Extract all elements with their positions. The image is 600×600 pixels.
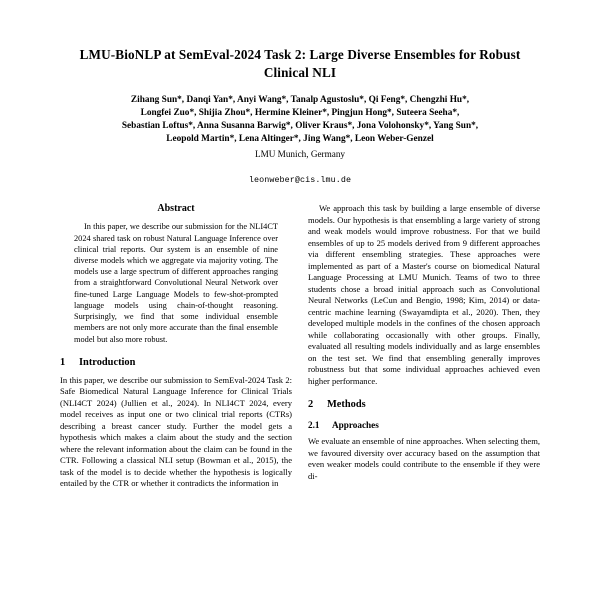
two-column-body bbox=[60, 203, 540, 498]
section-heading-introduction bbox=[60, 357, 292, 368]
abstract-heading: Abstract bbox=[157, 203, 195, 215]
approach-paragraph-1: We approach this task by building a large ensemble of diverse models. Our hypothesis is that ensembling a large variety of strong and weak models would improve robustness. For that we build ensembles of up to 25 models derived from 9 different approaches via different ensembling strategies. These approaches were implemented as part of a Master's course on biomedical Natural Language Processing at LMU Munich. Teams of two to three students chose a broad initial approach such as Convolutional Neural Networks (LeCun and Bengio, 1998; Kim, 2014) or data-centric machine learning (Swayamdipta et al., 2020). Then, they developed multiple models in the confines of the chosen approach while collaborating occasionally with other groups. Finally, evaluated all resulting models individually and as large ensembles on the test set. We find that ensembling generally improves robustness but that some individual approaches achieved even higher performance. bbox=[308, 203, 540, 386]
approaches-paragraph-1: We evaluate an ensemble of nine approaches. When selecting them, we favoured diversity over accuracy based on the assumption that even weaker models could contribute to the ensemble if they were di- bbox=[308, 436, 540, 481]
page-title: LMU-BioNLP at SemEval-2024 Task 2: Large Diverse Ensembles for Robust Clinical NLI bbox=[79, 47, 521, 80]
subsection-number: 2.1 bbox=[308, 420, 320, 431]
section-number: 2 bbox=[308, 399, 314, 411]
section-title: Methods bbox=[327, 399, 366, 411]
subsection-title: Approaches bbox=[332, 420, 379, 431]
section-title: Introduction bbox=[79, 356, 136, 368]
author-line: Leopold Martin*, Lena Altinger*, Jing Wang*, Leon Weber-Genzel bbox=[166, 134, 434, 145]
author-line: Sebastian Loftus*, Anna Susanna Barwig*, Oliver Kraus*, Jona Volohonsky*, Yang Sun*, bbox=[121, 121, 479, 131]
affiliation: LMU Munich, Germany bbox=[254, 149, 346, 160]
contact-email[interactable]: leonweber@cis.lmu.de bbox=[248, 175, 352, 186]
right-column bbox=[308, 203, 540, 491]
author-line: Longfei Zuo*, Shijia Zhou*, Hermine Kleiner*, Pingjun Hong*, Suteera Seeha*, bbox=[140, 107, 460, 118]
section-number: 1 bbox=[60, 356, 66, 368]
abstract-text: In this paper, we describe our submission for the NLI4CT 2024 shared task on robust Natural Language Inference over clinical trial reports. Our system is an ensemble of nine diverse models which we aggregate via majority voting. The models use a large spectrum of different approaches ranging from a straightforward Convolutional Neural Network over fine-tuned Large Language Models to few-shot-prompted language models using chain-of-thought reasoning. Surprisingly, we find that some individual ensemble members are not only more accurate than the final ensemble model but also more robust. bbox=[74, 222, 278, 344]
author-list bbox=[60, 94, 540, 147]
left-column bbox=[60, 203, 292, 498]
author-line: Zihang Sun*, Danqi Yan*, Anyi Wang*, Tanalp Agustoslu*, Qi Feng*, Chengzhi Hu*, bbox=[130, 94, 470, 105]
subsection-heading-approaches bbox=[308, 420, 540, 430]
section-heading-methods bbox=[308, 399, 540, 410]
introduction-paragraph-1: In this paper, we describe our submission to SemEval-2024 Task 2: Safe Biomedical Natural Language Inference for Clinical Trials (NLI4CT 2024) (Jullien et al., 2024). In NLI4CT 2024, every model receives as input one or two clinical trial reports (CTRs) describing a breast cancer study. Further the model gets a hypothesis which makes a claim about the study and the section where the relevant information about the claim can be found in the CTR. Following a classical NLI setup (Bowman et al., 2015), the task of the model is to decide whether the hypothesis is logically entailed by the CTR or whether it contradicts the information in bbox=[60, 374, 292, 489]
abstract-block bbox=[60, 203, 292, 344]
